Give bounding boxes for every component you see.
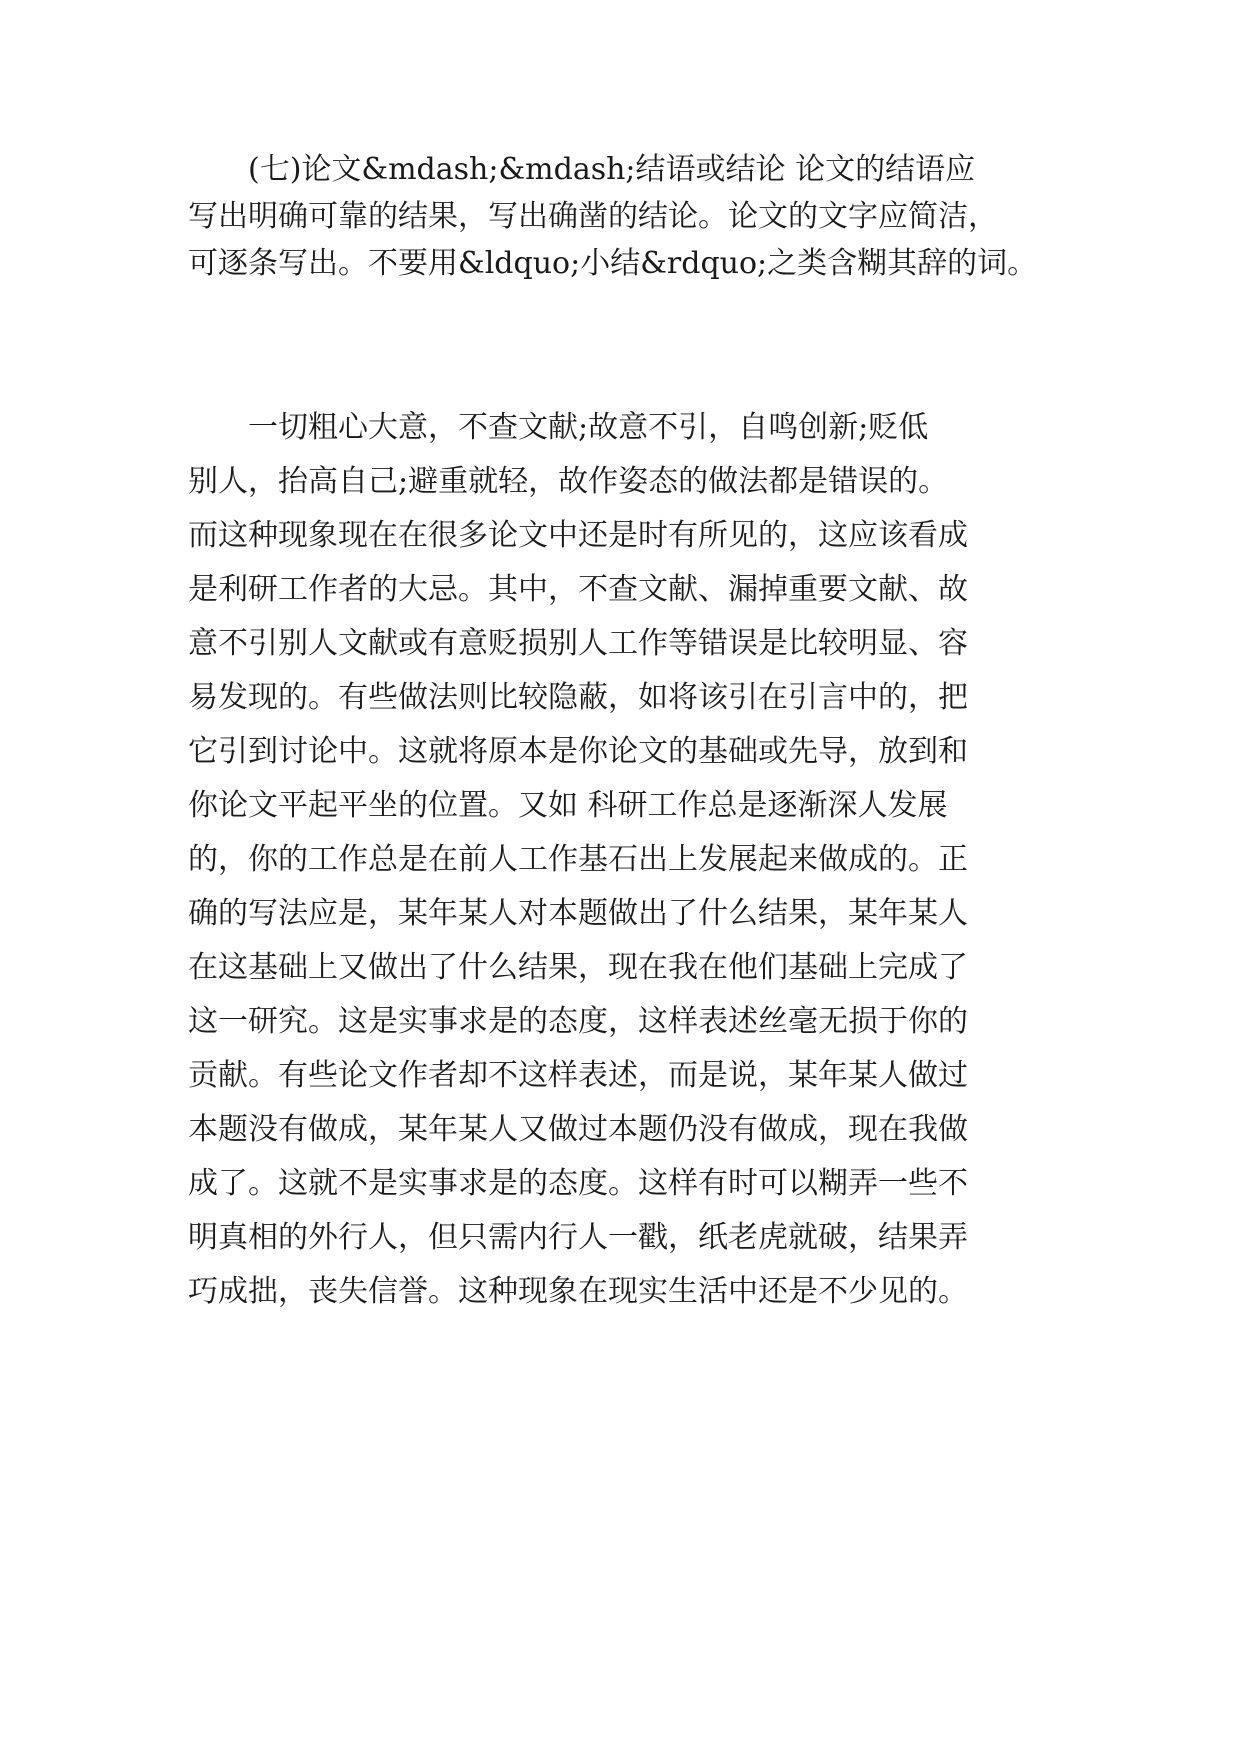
paragraph-line: 写出明确可靠的结果，写出确凿的结论。论文的文字应简洁，: [188, 199, 998, 234]
paragraph-line: 这一研究。这是实事求是的态度，这样表述丝毫无损于你的: [188, 1004, 968, 1039]
paragraph-line: 本题没有做成，某年某人又做过本题仍没有做成，现在我做: [188, 1112, 968, 1147]
paragraph-line: 成了。这就不是实事求是的态度。这样有时可以糊弄一些不: [188, 1166, 968, 1201]
paragraph-line: 确的写法应是，某年某人对本题做出了什么结果，某年某人: [188, 896, 968, 931]
paragraph-line: 明真相的外行人，但只需内行人一戳，纸老虎就破，结果弄: [188, 1220, 968, 1255]
paragraph-line: 它引到讨论中。这就将原本是你论文的基础或先导，放到和: [188, 734, 968, 769]
paragraph-line: 是利研工作者的大忌。其中，不查文献、漏掉重要文献、故: [188, 572, 968, 607]
paragraph-line: 别人，抬高自己;避重就轻，故作姿态的做法都是错误的。: [188, 464, 949, 499]
paragraph-line: (七)论文&mdash;&mdash;结语或结论 论文的结语应: [188, 152, 976, 187]
paragraph-line: 在这基础上又做出了什么结果，现在我在他们基础上完成了: [188, 950, 968, 985]
paragraph-line: 而这种现象现在在很多论文中还是时有所见的，这应该看成: [188, 518, 968, 553]
paragraph-line: 一切粗心大意，不查文献;故意不引，自鸣创新;贬低: [188, 410, 929, 445]
paragraph-line: 可逐条写出。不要用&ldquo;小结&rdquo;之类含糊其辞的词。: [188, 246, 1038, 281]
paragraph-line: 的，你的工作总是在前人工作基石出上发展起来做成的。正: [188, 842, 968, 877]
paragraph-line: 易发现的。有些做法则比较隐蔽，如将该引在引言中的，把: [188, 680, 968, 715]
paragraph-line: 你论文平起平坐的位置。又如 科研工作总是逐渐深人发展: [188, 788, 948, 823]
paragraph-line: 贡献。有些论文作者却不这样表述，而是说，某年某人做过: [188, 1058, 968, 1093]
paragraph-line: 意不引别人文献或有意贬损别人工作等错误是比较明显、容: [188, 626, 968, 661]
paragraph-line: 巧成拙，丧失信誉。这种现象在现实生活中还是不少见的。: [188, 1274, 968, 1309]
